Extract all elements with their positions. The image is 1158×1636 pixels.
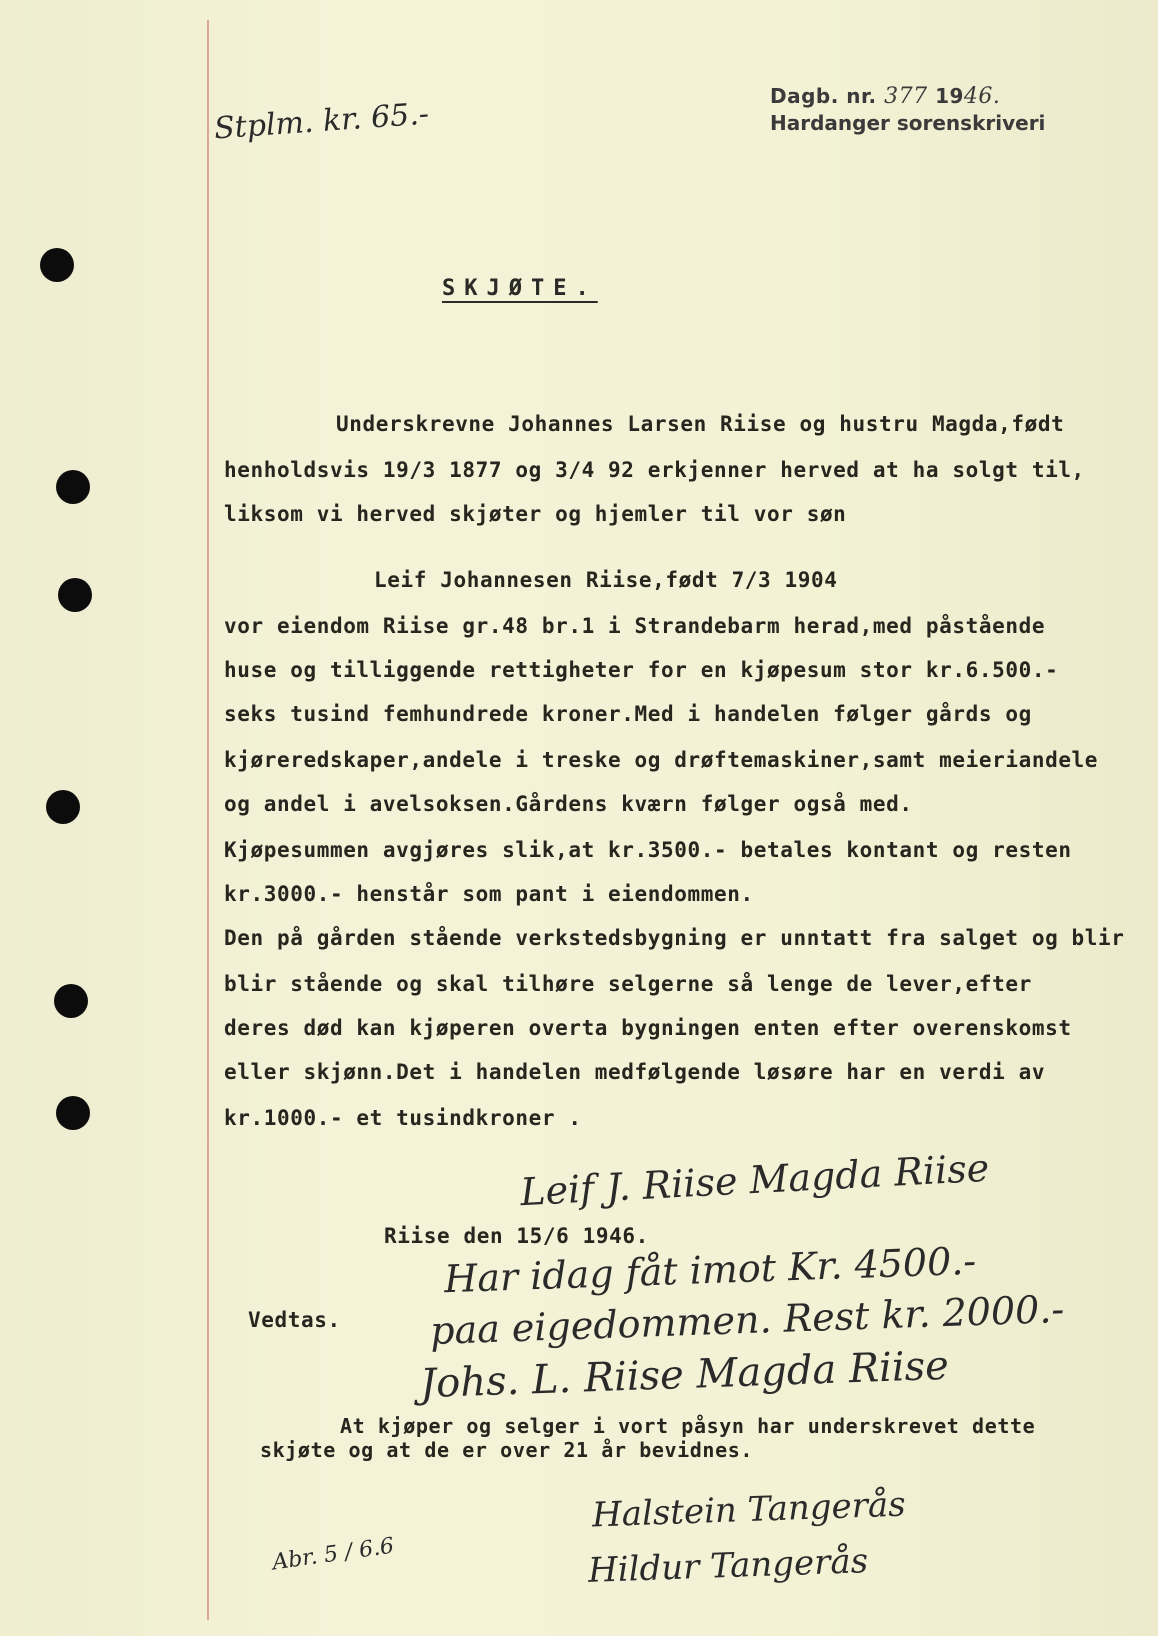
body-line: blir stående og skal tilhøre selgerne så lenge de lever,efter bbox=[224, 972, 1032, 996]
body-line: kr.1000.- et tusindkroner . bbox=[224, 1106, 582, 1130]
stamp-office: Hardanger sorenskriveri bbox=[770, 111, 1046, 135]
body-line: vor eiendom Riise gr.48 br.1 i Strandebarm herad,med påstående bbox=[224, 614, 1046, 638]
body-line: kjøreredskaper,andele i treske og drøftemaskiner,samt meieriandele bbox=[224, 748, 1099, 772]
body-line: liksom vi herved skjøter og hjemler til vor søn bbox=[224, 502, 847, 526]
witness-signature: Halstein Tangerås bbox=[591, 1484, 907, 1536]
body-line: eller skjønn.Det i handelen medfølgende løsøre har en verdi av bbox=[224, 1060, 1046, 1084]
stamp-prefix: Dagb. nr. bbox=[770, 84, 877, 108]
punch-hole bbox=[56, 1096, 90, 1130]
seller-signatures: Johs. L. Riise Magda Riise bbox=[419, 1342, 950, 1408]
punch-hole bbox=[46, 790, 80, 824]
punch-hole bbox=[40, 248, 74, 282]
body-line: Den på gården stående verkstedsbygning er unntatt fra salget og blir bbox=[224, 926, 1125, 950]
stamp-year-prefix: 19 bbox=[935, 84, 964, 108]
stamp-year-suffix: 46. bbox=[963, 84, 1001, 109]
witness-text-line: At kjøper og selger i vort påsyn har underskrevet dette bbox=[340, 1414, 1036, 1438]
body-line: Underskrevne Johannes Larsen Riise og hustru Magda,født bbox=[336, 412, 1065, 436]
vedtas-label: Vedtas. bbox=[248, 1308, 341, 1332]
punch-hole bbox=[54, 984, 88, 1018]
body-line: deres død kan kjøperen overta bygningen enten efter overenskomst bbox=[224, 1016, 1072, 1040]
stamp-duty-note: Stplm. kr. 65.- bbox=[213, 96, 431, 147]
body-line: Leif Johannesen Riise,født 7/3 1904 bbox=[374, 568, 838, 592]
punch-hole bbox=[58, 578, 92, 612]
body-line: kr.3000.- henstår som pant i eiendommen. bbox=[224, 882, 754, 906]
stamp-number: 377 bbox=[884, 84, 928, 109]
body-line: henholdsvis 19/3 1877 og 3/4 92 erkjenner herved at ha solgt til, bbox=[224, 458, 1085, 482]
witness-text-line: skjøte og at de er over 21 år bevidnes. bbox=[260, 1438, 753, 1462]
place-date: Riise den 15/6 1946. bbox=[384, 1224, 649, 1248]
buyer-signatures: Leif J. Riise Magda Riise bbox=[519, 1145, 991, 1215]
body-line: og andel i avelsoksen.Gårdens kværn følger også med. bbox=[224, 792, 913, 816]
journal-stamp bbox=[770, 84, 1045, 135]
punch-hole bbox=[56, 470, 90, 504]
body-line: huse og tilliggende rettigheter for en kjøpesum stor kr.6.500.- bbox=[224, 658, 1059, 682]
body-line: seks tusind femhundrede kroner.Med i handelen følger gårds og bbox=[224, 702, 1032, 726]
margin-line bbox=[207, 20, 209, 1620]
witness-signature: Hildur Tangerås bbox=[587, 1541, 869, 1591]
handwritten-note-line: Har idag fåt imot Kr. 4500.- bbox=[443, 1238, 977, 1302]
document-title: SKJØTE. bbox=[442, 276, 598, 301]
handwritten-note-line: paa eigedommen. Rest kr. 2000.- bbox=[429, 1286, 1065, 1354]
body-line: Kjøpesummen avgjøres slik,at kr.3500.- betales kontant og resten bbox=[224, 838, 1072, 862]
bottom-note: Abr. 5 / 6.6 bbox=[270, 1533, 396, 1576]
